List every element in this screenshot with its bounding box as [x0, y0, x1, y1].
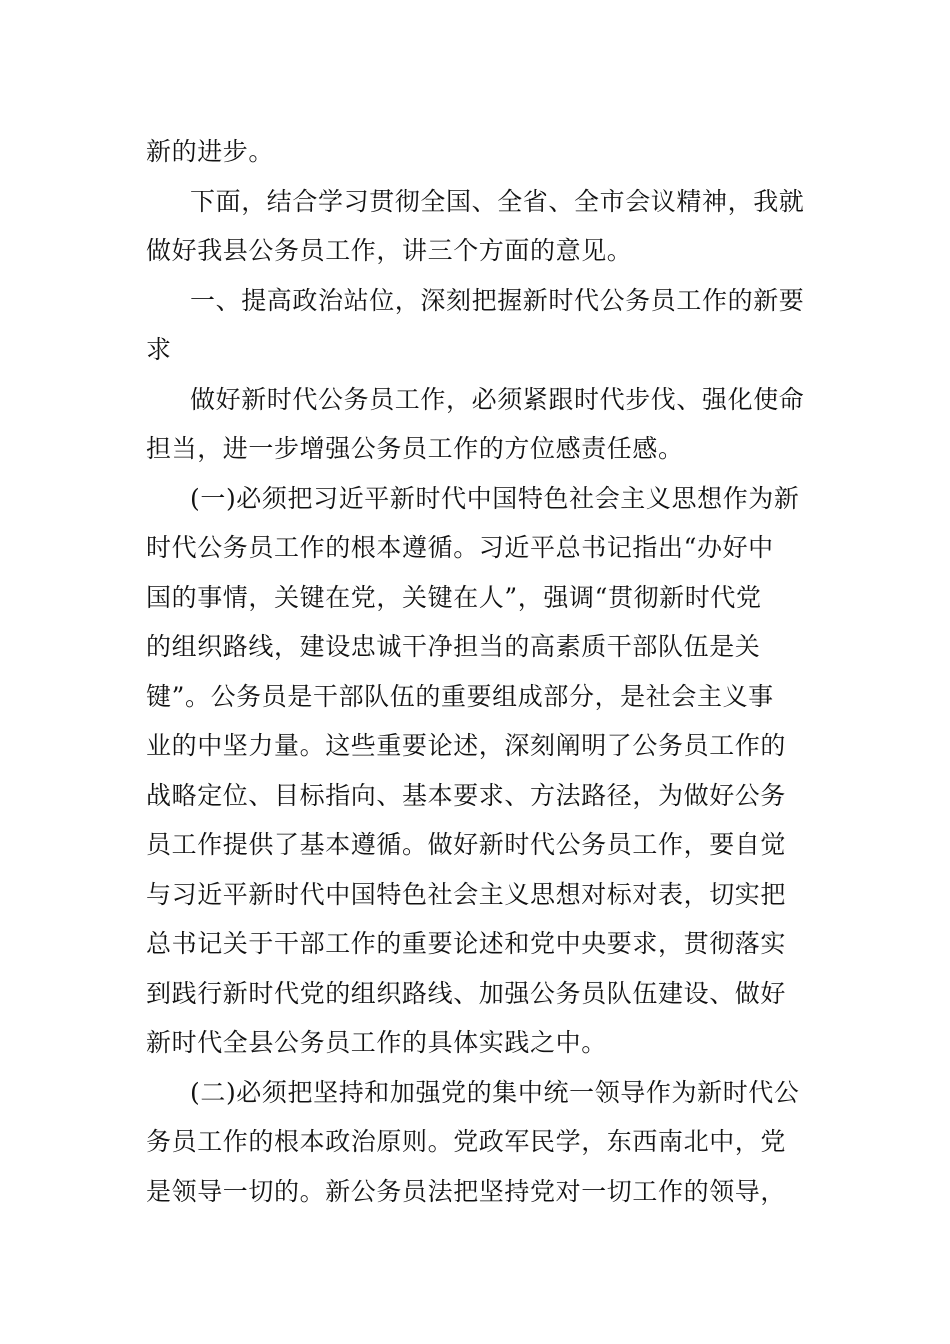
section-heading-line: 一、提高政治站位，深刻把握新时代公务员工作的新要 [190, 286, 805, 315]
text-line: 总书记关于干部工作的重要论述和党中央要求，贯彻落实 [146, 929, 787, 958]
text-line: 业的中坚力量。这些重要论述，深刻阐明了公务员工作的 [146, 731, 787, 760]
text-line: 担当，进一步增强公务员工作的方位感责任感。 [146, 434, 684, 463]
paragraph-start-line: (二)必须把坚持和加强党的集中统一领导作为新时代公 [190, 1078, 800, 1107]
text-line: 的组织路线，建设忠诚干净担当的高素质干部队伍是关 [146, 632, 761, 661]
text-line: 国的事情，关键在党，关键在人”，强调“贯彻新时代党 [146, 583, 762, 612]
text-line: 务员工作的根本政治原则。党政军民学，东西南北中，党 [146, 1127, 787, 1156]
text-line: 键”。公务员是干部队伍的重要组成部分，是社会主义事 [146, 682, 774, 711]
text-line: 做好我县公务员工作，讲三个方面的意见。 [146, 236, 633, 265]
text-line: 是领导一切的。新公务员法把坚持党对一切工作的领导， [146, 1177, 787, 1206]
text-line: 员工作提供了基本遵循。做好新时代公务员工作，要自觉 [146, 830, 787, 859]
text-line: 新时代全县公务员工作的具体实践之中。 [146, 1028, 607, 1057]
text-line: 到践行新时代党的组织路线、加强公务员队伍建设、做好 [146, 979, 787, 1008]
text-line: 与习近平新时代中国特色社会主义思想对标对表，切实把 [146, 880, 787, 909]
paragraph-start-line: (一)必须把习近平新时代中国特色社会主义思想作为新 [190, 484, 800, 513]
paragraph-start-line: 下面，结合学习贯彻全国、全省、全市会议精神，我就 [190, 187, 805, 216]
text-line: 时代公务员工作的根本遵循。习近平总书记指出“办好中 [146, 533, 774, 562]
text-line: 新的进步。 [146, 137, 275, 166]
text-line: 战略定位、目标指向、基本要求、方法路径，为做好公务 [146, 781, 787, 810]
paragraph-start-line: 做好新时代公务员工作，必须紧跟时代步伐、强化使命 [190, 385, 805, 414]
section-heading-line: 求 [146, 335, 172, 364]
